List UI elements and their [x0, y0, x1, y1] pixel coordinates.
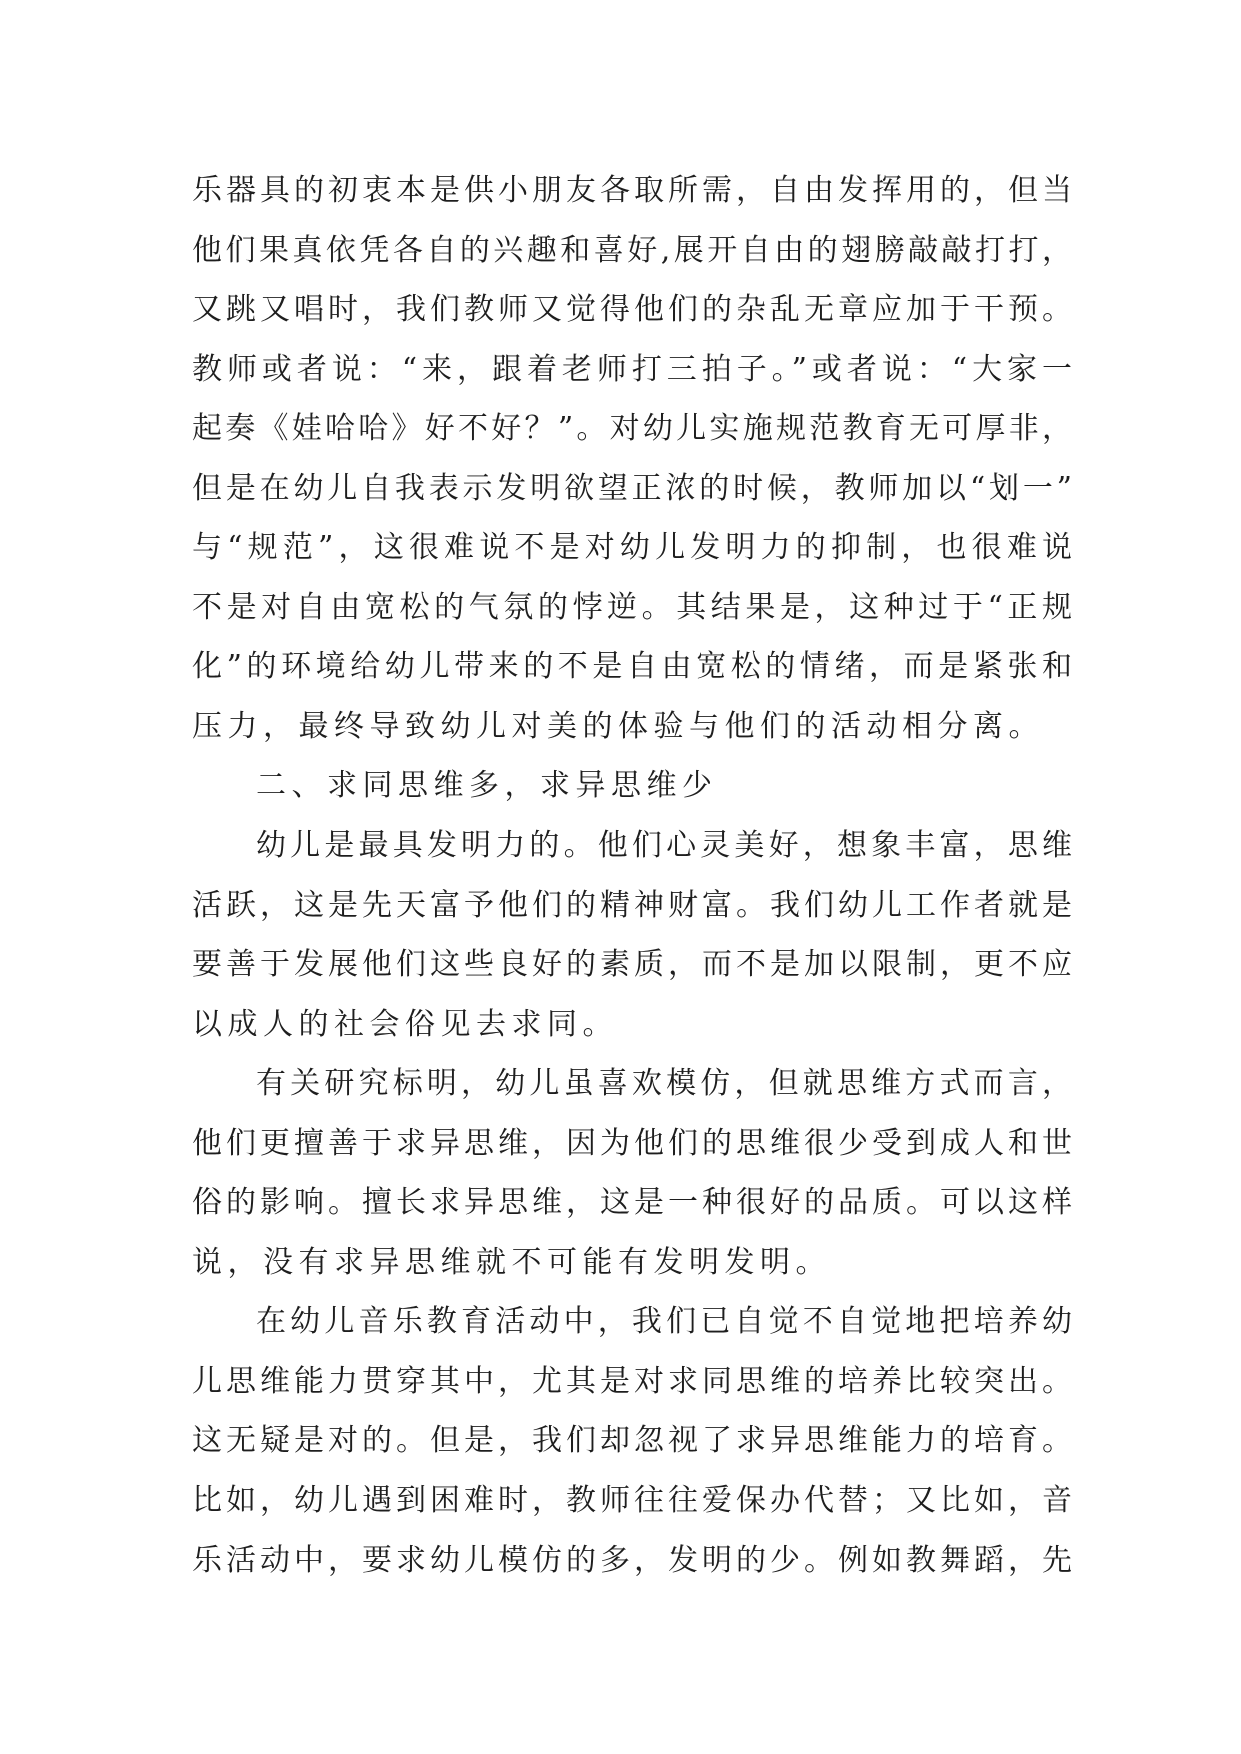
- text-line: 要善于发展他们这些良好的素质，而不是加以限制，更不应: [192, 947, 1072, 983]
- text-line: 活跃，这是先天富予他们的精神财富。我们幼儿工作者就是: [192, 887, 1072, 923]
- text-line: 说，没有求异思维就不可能有发明发明。: [192, 1244, 831, 1280]
- text-line: 他们果真依凭各自的兴趣和喜好,展开自由的翅膀敲敲打打，: [192, 232, 1072, 268]
- text-line: 俗的影响。擅长求异思维，这是一种很好的品质。可以这样: [192, 1185, 1072, 1221]
- body-text: [192, 166, 1072, 1595]
- text-line: 在幼儿音乐教育活动中，我们已自觉不自觉地把培养幼: [256, 1304, 1072, 1340]
- section-heading: 二、求同思维多，求异思维少: [256, 768, 718, 804]
- text-line: 这无疑是对的。但是，我们却忽视了求异思维能力的培育。: [192, 1423, 1072, 1459]
- text-line: 又跳又唱时，我们教师又觉得他们的杂乱无章应加于干预。: [192, 292, 1072, 328]
- text-line: 教师或者说：“来，跟着老师打三拍子。”或者说：“大家一: [192, 351, 1072, 387]
- text-line: 压力，最终导致幼儿对美的体验与他们的活动相分离。: [192, 708, 1044, 744]
- text-line: 起奏《娃哈哈》好不好？”。对幼儿实施规范教育无可厚非，: [192, 411, 1072, 447]
- text-line: 不是对自由宽松的气氛的悖逆。其结果是，这种过于“正规: [192, 589, 1072, 625]
- text-line: 与“规范”，这很难说不是对幼儿发明力的抑制，也很难说: [192, 530, 1072, 566]
- text-line: 儿思维能力贯穿其中，尤其是对求同思维的培养比较突出。: [192, 1363, 1072, 1399]
- text-line: 有关研究标明，幼儿虽喜欢模仿，但就思维方式而言，: [256, 1066, 1072, 1102]
- text-line: 化”的环境给幼儿带来的不是自由宽松的情绪，而是紧张和: [192, 649, 1072, 685]
- text-line: 乐活动中，要求幼儿模仿的多，发明的少。例如教舞蹈，先: [192, 1542, 1072, 1578]
- text-line: 幼儿是最具发明力的。他们心灵美好，想象丰富，思维: [256, 828, 1072, 864]
- text-line: 但是在幼儿自我表示发明欲望正浓的时候，教师加以“划一”: [192, 470, 1072, 506]
- text-line: 他们更擅善于求异思维，因为他们的思维很少受到成人和世: [192, 1125, 1072, 1161]
- text-line: 乐器具的初衷本是供小朋友各取所需，自由发挥用的，但当: [192, 173, 1072, 208]
- text-line: 以成人的社会俗见去求同。: [192, 1006, 618, 1042]
- text-line: 比如，幼儿遇到困难时，教师往往爱保办代替；又比如，音: [192, 1483, 1072, 1519]
